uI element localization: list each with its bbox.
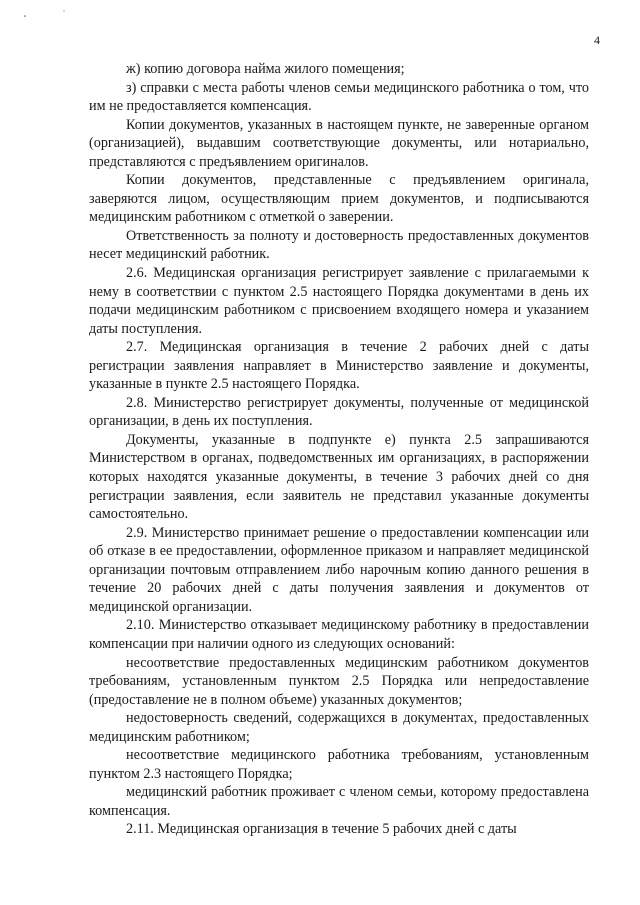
paragraph-2-7: 2.7. Медицинская организация в течение 2 рабочих дней с даты регистрации заявления направляет в Министерство заявление и документы, указанные в пункте 2.5 настоящего Порядка. — [89, 339, 589, 393]
document-body — [89, 60, 589, 839]
paragraph-documents-requested: Документы, указанные в подпункте е) пункта 2.5 запрашиваются Министерством в органах, подведомственных им организациях, в распоряжении которых находятся указанные документы, в течение 3 рабочих дней со дня регистрации заявления, если заявитель не представил указанные документы самостоятельно. — [89, 431, 589, 523]
paragraph-ground-family-compensation: медицинский работник проживает с членом семьи, которому предоставлена компенсация. — [89, 784, 589, 819]
page-number: 4 — [594, 33, 600, 47]
paragraph-uncertified-copies: Копии документов, указанных в настоящем пункте, не заверенные органом (организацией), выдавшим соответствующие документы, или нотариально, представляются с предъявлением оригиналов. — [89, 116, 589, 170]
paragraph-2-11: 2.11. Медицинская организация в течение 5 рабочих дней с даты — [126, 821, 517, 838]
paragraph-2-10: 2.10. Министерство отказывает медицинскому работнику в предоставлении компенсации при наличии одного из следующих оснований: — [89, 617, 589, 652]
paragraph-2-6: 2.6. Медицинская организация регистрирует заявление с прилагаемыми к нему в соответствии с пунктом 2.5 настоящего Порядка документами в день их подачи медицинским работником с присвоением входящего номера и указанием даты поступления. — [89, 265, 589, 337]
paragraph-lease-copy: ж) копию договора найма жилого помещения; — [126, 61, 405, 77]
paragraph-responsibility: Ответственность за полноту и достоверность предоставленных документов несет медицинский работник. — [89, 227, 589, 263]
paragraph-2-9: 2.9. Министерство принимает решение о предоставлении компенсации или об отказе в ее предоставлении, оформленное приказом и направляет медицинской организации почтовым отправлением либо нарочным копию данного решения в течение 20 рабочих дней с даты получения заявления и документов от медицинской организации. — [89, 524, 589, 615]
paragraph-ground-noncompliant-documents: несоответствие предоставленных медицинским работником документов требованиям, установленным пунктом 2.5 Порядка или непредоставление (предоставление не в полном объеме) указанных документов; — [89, 654, 589, 708]
paragraph-ground-worker-requirements: несоответствие медицинского работника требованиям, установленным пунктом 2.3 настоящего Порядка; — [89, 747, 589, 782]
paragraph-copies-certification: Копии документов, представленные с предъявлением оригинала, заверяются лицом, осуществляющим прием документов, и подписываются медицинским работником с отметкой о заверении. — [89, 172, 589, 226]
paragraph-family-certificates: з) справки с места работы членов семьи медицинского работника о том, что им не предоставляется компенсация. — [89, 79, 589, 115]
paragraph-2-8: 2.8. Министерство регистрирует документы, полученные от медицинской организации, в день их поступления. — [89, 394, 589, 430]
paragraph-ground-false-information: недостоверность сведений, содержащихся в документах, предоставленных медицинским работником; — [89, 710, 589, 745]
scan-specks-icon — [22, 8, 82, 20]
